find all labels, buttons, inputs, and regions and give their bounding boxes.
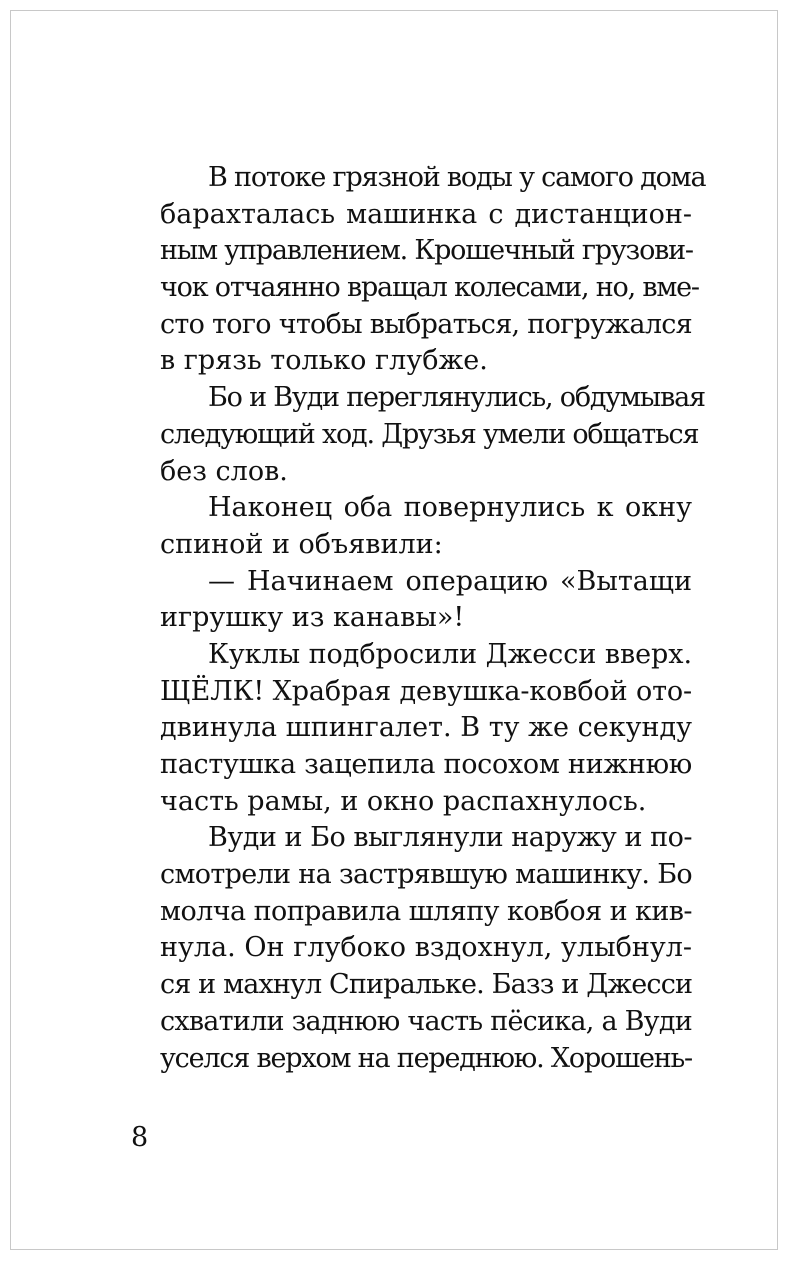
text-line: нула. Он глубоко вздохнул, улыбнул- — [160, 932, 692, 964]
text-line: Куклы подбросили Джесси вверх. — [208, 638, 692, 670]
text-line: молча поправила шляпу ковбоя и кив- — [160, 895, 692, 927]
text-line: смотрели на застрявшую машинку. Бо — [160, 859, 692, 891]
text-line: в грязь только глубже. — [160, 345, 488, 377]
text-line: двинула шпингалет. В ту же секунду — [160, 712, 692, 744]
text-line: уселся верхом на переднюю. Хорошень- — [160, 1042, 692, 1074]
text-line: пастушка зацепила посохом нижнюю — [160, 749, 692, 780]
text-line: без слов. — [160, 455, 288, 487]
text-line: Вуди и Бо выглянули наружу и по- — [208, 822, 692, 854]
text-line: схватили заднюю часть пёсика, а Вуди — [160, 1005, 692, 1037]
text-line: Наконец оба повернулись к окну — [208, 492, 692, 524]
text-line: часть рамы, и окно распахнулось. — [160, 785, 647, 817]
text-line: Бо и Вуди переглянулись, обдумывая — [208, 382, 705, 414]
text-line: — Начинаем операцию «Вытащи — [208, 565, 692, 597]
body-text — [160, 160, 706, 1077]
text-line: игрушку из канавы»! — [160, 602, 465, 634]
text-line: сто того чтобы выбраться, погружался — [160, 308, 692, 340]
text-line: В потоке грязной воды у самого дома — [208, 162, 706, 193]
text-line: ным управлением. Крошечный грузови- — [160, 235, 693, 267]
text-line: чок отчаянно вращал колесами, но, вме- — [160, 272, 699, 304]
page-number: 8 — [131, 1122, 149, 1153]
text-line: барахталась машинка с дистанцион- — [160, 198, 692, 230]
text-line: следующий ход. Друзья умели общаться — [160, 418, 699, 450]
text-line: ЩЁЛК! Храбрая девушка-ковбой ото- — [160, 675, 692, 707]
text-line: ся и махнул Спиральке. Базз и Джесси — [160, 969, 693, 1001]
text-line: спиной и объявили: — [160, 528, 443, 560]
